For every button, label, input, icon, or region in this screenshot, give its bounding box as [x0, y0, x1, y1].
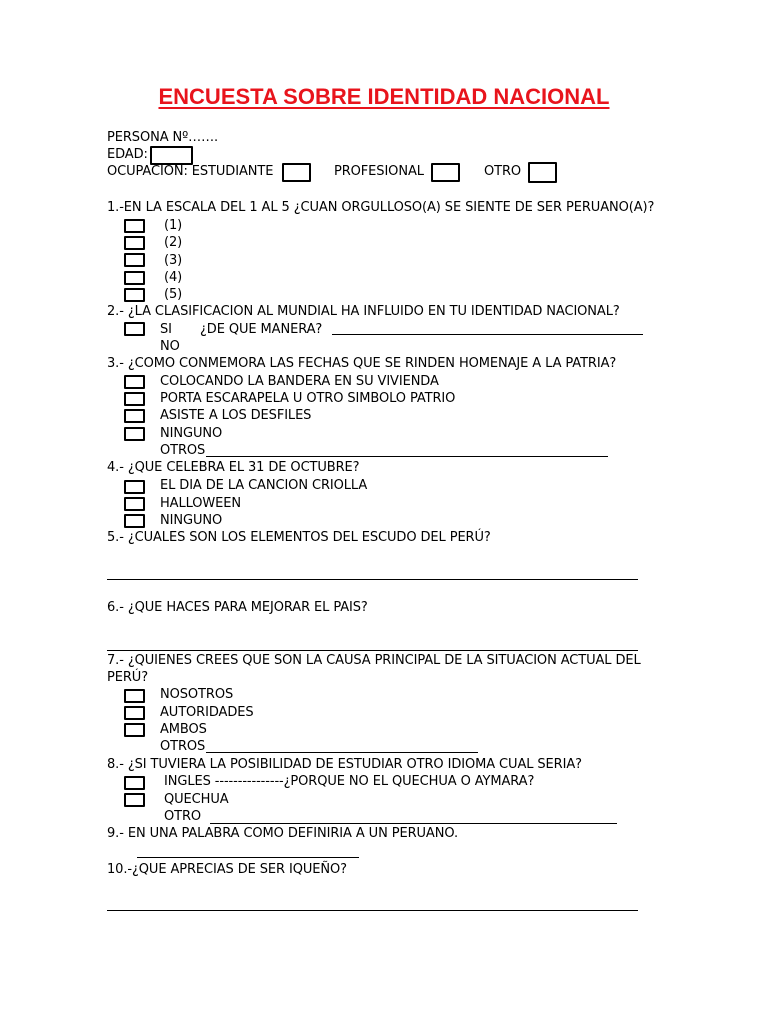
q7-option-2-checkbox[interactable]: [124, 706, 145, 720]
q3-otros-label: OTROS: [160, 443, 206, 458]
q8-ingles: INGLES ---------------¿PORQUE NO EL QUECHUA O AYMARA?: [164, 774, 535, 789]
q3-option-1: COLOCANDO LA BANDERA EN SU VIVIENDA: [160, 374, 439, 389]
q8-quechua: QUECHUA: [164, 792, 229, 807]
q7-option-1: NOSOTROS: [160, 687, 234, 702]
q4-option-3: NINGUNO: [160, 513, 223, 528]
q1-option-1: (1): [164, 218, 183, 233]
q1-option-3-checkbox[interactable]: [124, 253, 145, 267]
question-4: 4.- ¿QUE CELEBRA EL 31 DE OCTUBRE?: [107, 460, 360, 475]
q7-option-3-checkbox[interactable]: [124, 723, 145, 737]
q7-otros-label: OTROS: [160, 739, 206, 754]
otro-label: OTRO: [484, 164, 522, 179]
q1-option-4-checkbox[interactable]: [124, 271, 145, 285]
question-9: 9.- EN UNA PALABRA COMO DEFINIRIA A UN PERUANO.: [107, 826, 458, 841]
q6-answer-line[interactable]: [107, 650, 638, 651]
q7-otros-answer-line[interactable]: [206, 752, 478, 753]
persona-label: PERSONA Nº…….: [107, 130, 219, 145]
q3-option-4-checkbox[interactable]: [124, 427, 145, 441]
q3-otros-answer-line[interactable]: [206, 456, 608, 457]
estudiante-checkbox[interactable]: [282, 163, 311, 182]
q2-si: SI: [160, 322, 172, 337]
q3-option-3: ASISTE A LOS DESFILES: [160, 408, 312, 423]
survey-title: ENCUESTA SOBRE IDENTIDAD NACIONAL: [158, 84, 610, 109]
q2-manera-label: ¿DE QUE MANERA?: [200, 322, 323, 337]
question-1: 1.-EN LA ESCALA DEL 1 AL 5 ¿CUAN ORGULLOSO(A) SE SIENTE DE SER PERUANO(A)?: [107, 200, 655, 215]
q3-option-1-checkbox[interactable]: [124, 375, 145, 389]
q1-option-5: (5): [164, 287, 183, 302]
q4-option-3-checkbox[interactable]: [124, 514, 145, 528]
q10-answer-line[interactable]: [107, 910, 638, 911]
q4-option-2: HALLOWEEN: [160, 496, 242, 511]
q2-no: NO: [160, 339, 180, 354]
profesional-label: PROFESIONAL: [334, 164, 424, 179]
question-10: 10.-¿QUE APRECIAS DE SER IQUEÑO?: [107, 862, 347, 877]
question-7-line-1: 7.- ¿QUIENES CREES QUE SON LA CAUSA PRINCIPAL DE LA SITUACION ACTUAL DEL: [107, 653, 641, 668]
question-6: 6.- ¿QUE HACES PARA MEJORAR EL PAIS?: [107, 600, 368, 615]
q7-option-1-checkbox[interactable]: [124, 689, 145, 703]
q3-option-3-checkbox[interactable]: [124, 409, 145, 423]
question-5: 5.- ¿CUALES SON LOS ELEMENTOS DEL ESCUDO DEL PERÚ?: [107, 530, 491, 545]
q9-answer-line[interactable]: [137, 857, 359, 858]
q7-option-3: AMBOS: [160, 722, 207, 737]
otro-checkbox[interactable]: [528, 162, 557, 183]
ocupacion-label: OCUPACION: ESTUDIANTE: [107, 164, 274, 179]
question-7-line-2: PERÚ?: [107, 670, 149, 685]
question-2: 2.- ¿LA CLASIFICACION AL MUNDIAL HA INFLUIDO EN TU IDENTIDAD NACIONAL?: [107, 304, 620, 319]
q4-option-2-checkbox[interactable]: [124, 497, 145, 511]
q1-option-3: (3): [164, 253, 183, 268]
q3-option-4: NINGUNO: [160, 426, 223, 441]
q8-otro-label: OTRO: [164, 809, 202, 824]
edad-label: EDAD:: [107, 147, 148, 162]
q2-manera-answer-line[interactable]: [332, 334, 643, 335]
edad-input[interactable]: [150, 146, 193, 165]
q1-option-2: (2): [164, 235, 183, 250]
q3-option-2: PORTA ESCARAPELA U OTRO SIMBOLO PATRIO: [160, 391, 456, 406]
q8-quechua-checkbox[interactable]: [124, 793, 145, 807]
q3-option-2-checkbox[interactable]: [124, 392, 145, 406]
profesional-checkbox[interactable]: [431, 163, 460, 182]
q1-option-5-checkbox[interactable]: [124, 288, 145, 302]
q4-option-1-checkbox[interactable]: [124, 480, 145, 494]
q7-option-2: AUTORIDADES: [160, 705, 254, 720]
q8-ingles-checkbox[interactable]: [124, 776, 145, 790]
q1-option-4: (4): [164, 270, 183, 285]
question-8: 8.- ¿SI TUVIERA LA POSIBILIDAD DE ESTUDIAR OTRO IDIOMA CUAL SERIA?: [107, 757, 582, 772]
q1-option-1-checkbox[interactable]: [124, 219, 145, 233]
q5-answer-line[interactable]: [107, 579, 638, 580]
q1-option-2-checkbox[interactable]: [124, 236, 145, 250]
q2-si-checkbox[interactable]: [124, 322, 145, 336]
q8-otro-answer-line[interactable]: [210, 823, 617, 824]
question-3: 3.- ¿COMO CONMEMORA LAS FECHAS QUE SE RINDEN HOMENAJE A LA PATRIA?: [107, 356, 617, 371]
q4-option-1: EL DIA DE LA CANCION CRIOLLA: [160, 478, 368, 493]
